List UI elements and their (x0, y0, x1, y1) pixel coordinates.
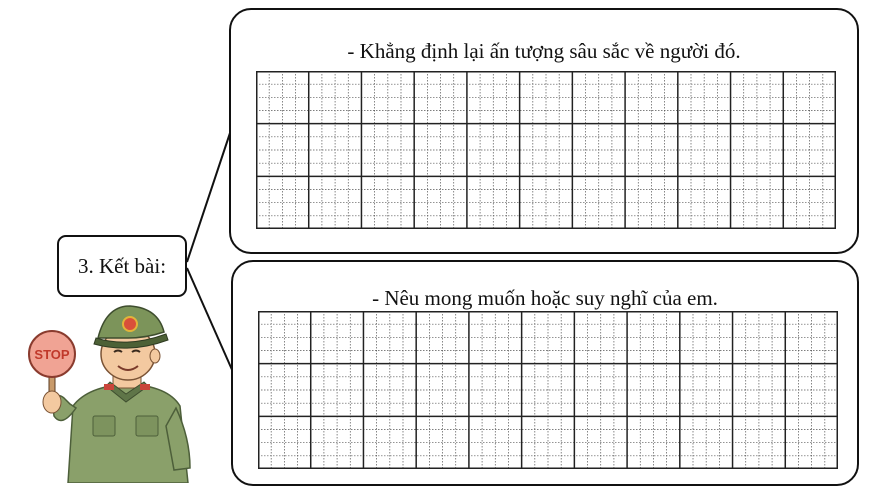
cap-badge (123, 317, 137, 331)
panel-title-wish: - Nêu mong muốn hoặc suy nghĩ của em. (372, 286, 718, 310)
section-label: 3. Kết bài: (77, 253, 167, 278)
writing-grid-top[interactable] (256, 71, 836, 229)
raised-hand (43, 391, 61, 413)
panel-title-affirm: - Khẳng định lại ấn tượng sâu sắc về người đó. (347, 39, 741, 63)
pocket-right (136, 416, 158, 436)
connector-to-top-panel (187, 130, 231, 262)
stop-sign-text: STOP (34, 347, 70, 362)
panel-wish-thoughts (231, 260, 859, 486)
collar-tab-right (140, 384, 150, 390)
section-label-box (57, 235, 187, 297)
collar-tab-left (104, 384, 114, 390)
pocket-left (93, 416, 115, 436)
writing-grid-bottom[interactable] (258, 311, 838, 469)
ear (150, 349, 160, 363)
soldier-illustration (18, 298, 198, 483)
panel-affirm-impression (229, 8, 859, 254)
